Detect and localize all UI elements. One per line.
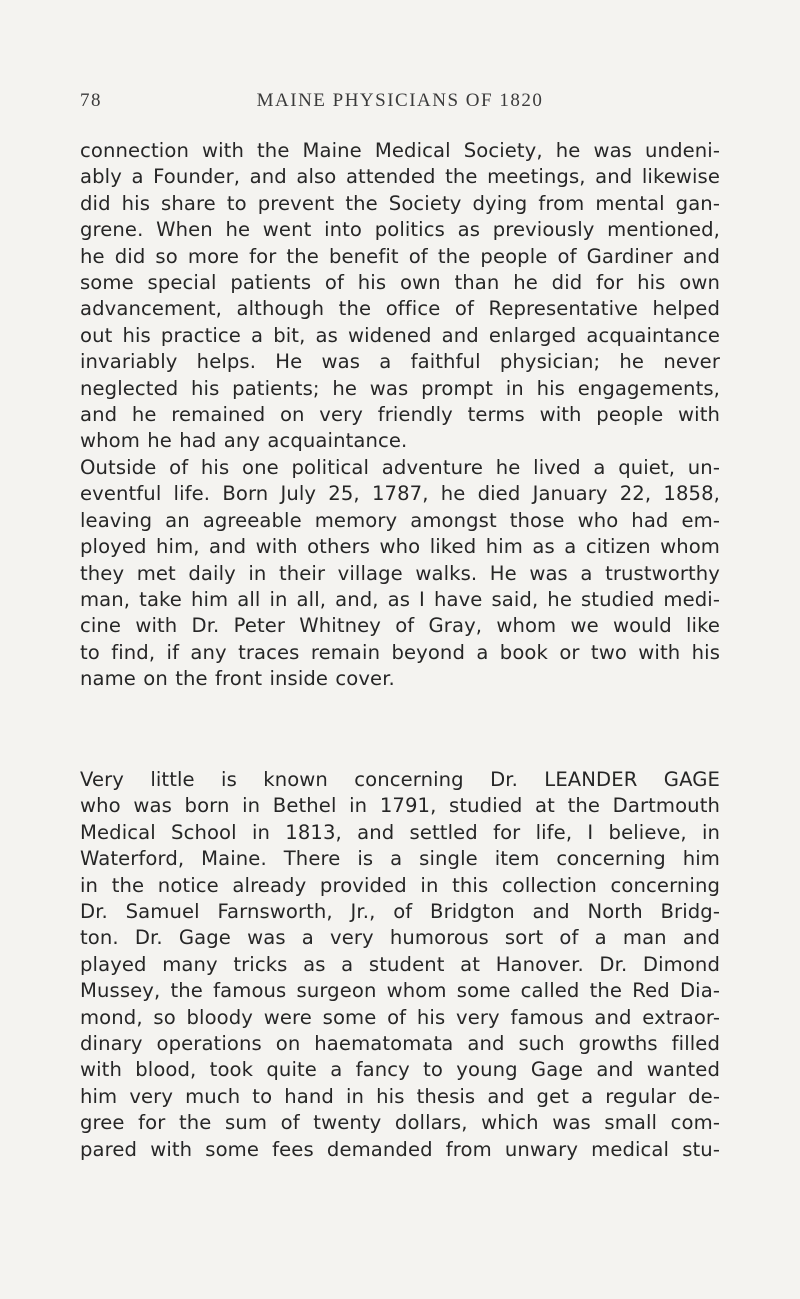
text-line: who was born in Bethel in 1791, studied at the Dartmouth [80, 794, 720, 818]
paragraph-leander-gage [80, 767, 720, 1163]
text-block-main [80, 138, 720, 693]
text-line: Medical School in 1813, and settled for life, I believe, in [80, 820, 720, 844]
text-line: he did so more for the benefit of the people of Gardiner and [80, 244, 720, 268]
running-head [80, 90, 720, 114]
text-line: ably a Founder, and also attended the meetings, and likewise [80, 165, 720, 189]
text-line: to find, if any traces remain beyond a book or two with his [80, 640, 720, 664]
page-number: 78 [80, 90, 102, 111]
text-line: Mussey, the famous surgeon whom some called the Red Dia- [80, 979, 720, 1003]
text-line: whom he had any acquaintance. [80, 429, 408, 453]
text-line: played many tricks as a student at Hanover. Dr. Dimond [80, 952, 720, 976]
text-line: neglected his patients; he was prompt in his engagements, [80, 376, 720, 400]
text-line: leaving an agreeable memory amongst those who had em- [80, 508, 720, 532]
text-line: in the notice already provided in this collection concerning [80, 873, 720, 897]
text-line: out his practice a bit, as widened and enlarged acquaintance [80, 323, 720, 347]
text-line: eventful life. Born July 25, 1787, he died January 22, 1858, [80, 482, 720, 506]
text-line: with blood, took quite a fancy to young Gage and wanted [80, 1058, 720, 1082]
text-line: invariably helps. He was a faithful physician; he never [80, 350, 720, 374]
paragraph-outside-politics [80, 455, 720, 693]
text-line: cine with Dr. Peter Whitney of Gray, whom we would like [80, 614, 720, 638]
book-title: MAINE PHYSICIANS OF 1820 [256, 90, 544, 111]
text-line: and he remained on very friendly terms with people with [80, 403, 720, 427]
text-line: dinary operations on haematomata and such growths filled [80, 1032, 720, 1056]
text-line: Waterford, Maine. There is a single item concerning him [80, 847, 720, 871]
text-line: gree for the sum of twenty dollars, which was small com- [80, 1111, 720, 1135]
text-line: grene. When he went into politics as previously mentioned, [80, 218, 720, 242]
text-line: Outside of his one political adventure he lived a quiet, un- [80, 455, 720, 479]
text-line: ton. Dr. Gage was a very humorous sort of a man and [80, 926, 720, 950]
text-line: connection with the Maine Medical Society, he was undeni- [80, 139, 720, 162]
text-line: did his share to prevent the Society dying from mental gan- [80, 191, 720, 215]
text-line: they met daily in their village walks. He was a trustworthy [80, 561, 720, 585]
text-line: ployed him, and with others who liked him as a citizen whom [80, 535, 720, 559]
text-line: him very much to hand in his thesis and get a regular de- [80, 1084, 720, 1108]
text-line: advancement, although the office of Representative helped [80, 297, 720, 321]
text-line: pared with some fees demanded from unwary medical stu- [80, 1137, 720, 1161]
text-line: man, take him all in all, and, as I have said, he studied medi- [80, 587, 720, 611]
text-line: name on the front inside cover. [80, 667, 395, 691]
text-line: Dr. Samuel Farnsworth, Jr., of Bridgton and North Bridg- [80, 900, 720, 924]
text-line: Very little is known concerning Dr. LEANDER GAGE [80, 768, 720, 791]
text-block-leander-gage [80, 767, 720, 1163]
paragraph-gardiner-physician [80, 138, 720, 455]
text-line: some special patients of his own than he did for his own [80, 271, 720, 295]
text-line: mond, so bloody were some of his very famous and extraor- [80, 1005, 720, 1029]
